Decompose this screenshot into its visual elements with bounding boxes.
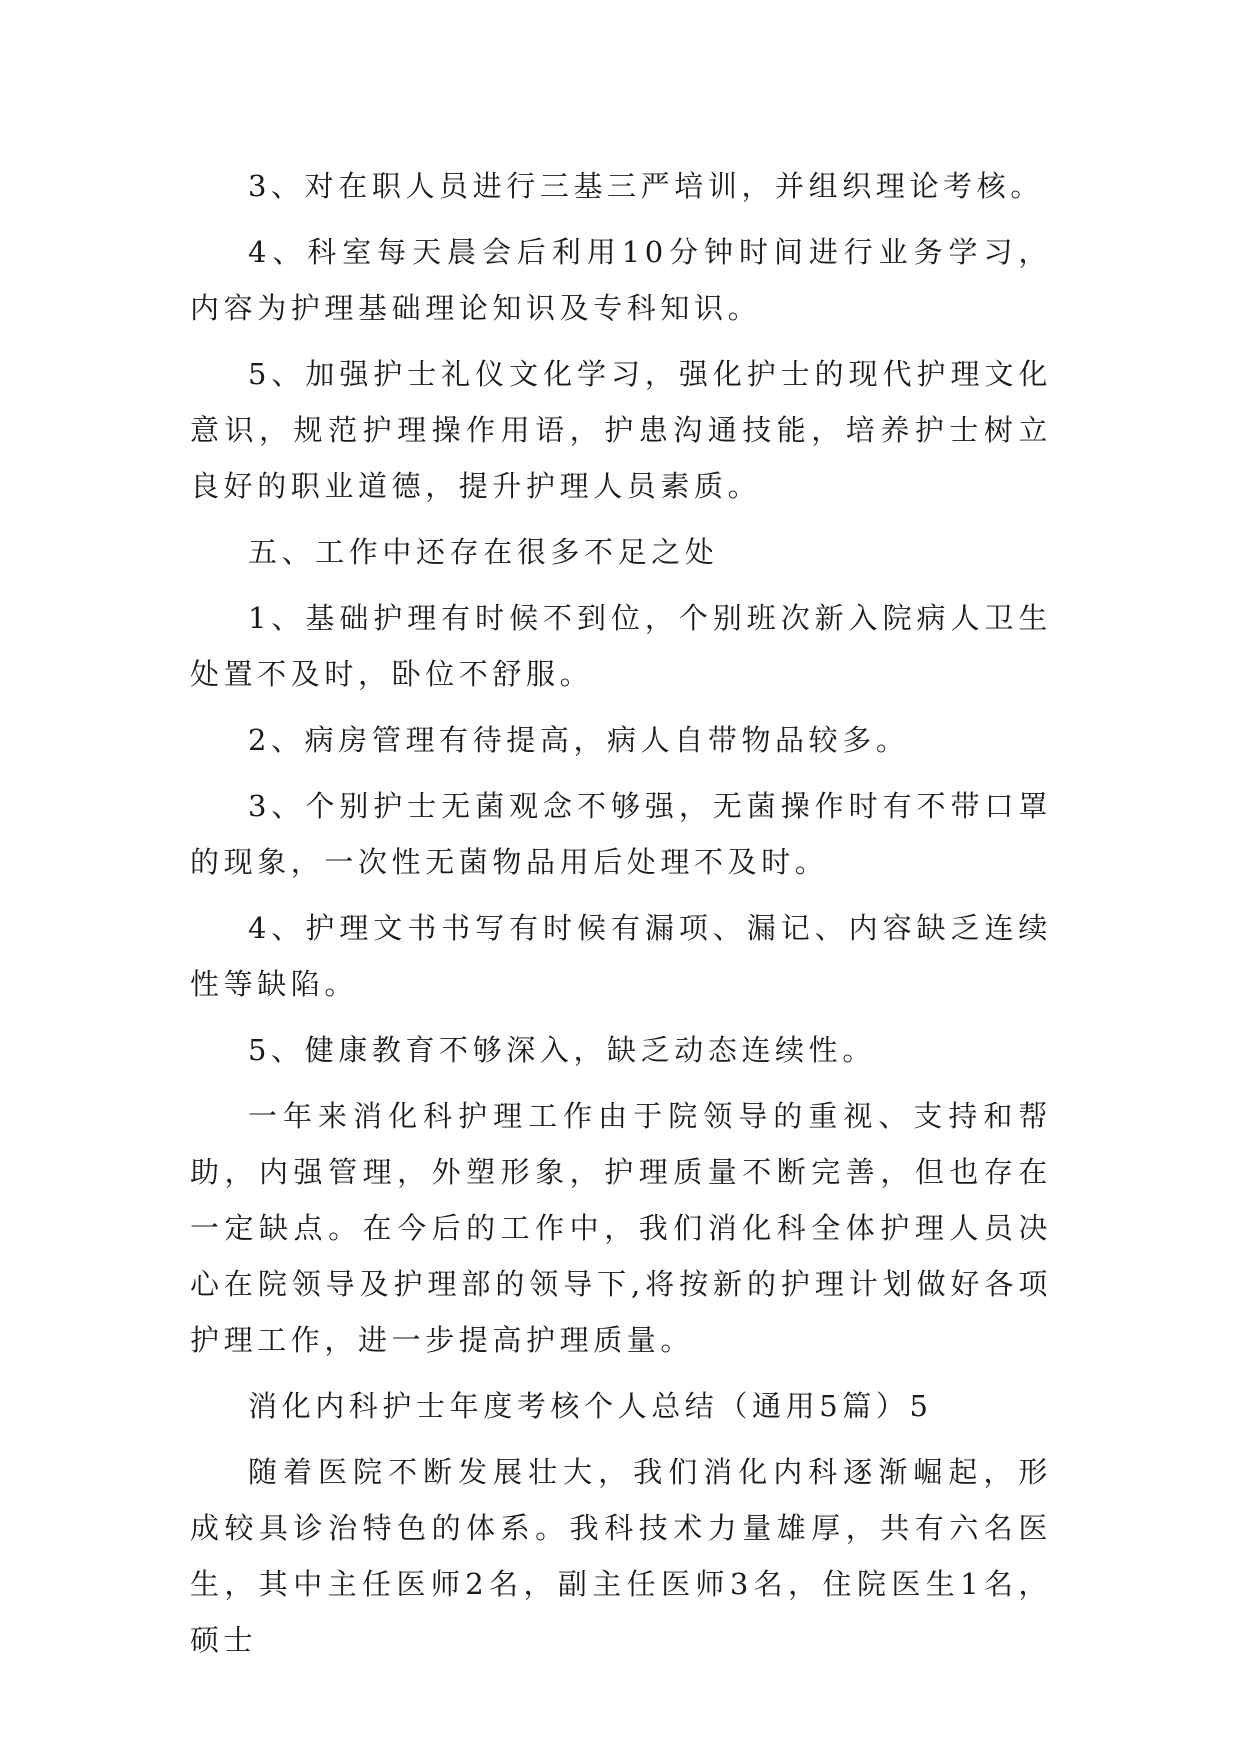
paragraph-morning-study: 4、科室每天晨会后利用10分钟时间进行业务学习，内容为护理基础理论知识及专科知识。 xyxy=(190,235,1052,325)
paragraph-ward-management: 2、病房管理有待提高，病人自带物品较多。 xyxy=(248,723,910,757)
paragraph-health-education: 5、健康教育不够深入，缺乏动态连续性。 xyxy=(248,1033,876,1067)
paragraph-department-intro: 随着医院不断发展壮大，我们消化内科逐渐崛起，形成较具诊治特色的体系。我科技术力量雄厚，共有六名医生，其中主任医师2名，副主任医师3名，住院医生1名，硕士 xyxy=(190,1455,1052,1657)
paragraph-etiquette-culture: 5、加强护士礼仪文化学习，强化护士的现代护理文化意识，规范护理操作用语，护患沟通技能，培养护士树立良好的职业道德，提升护理人员素质。 xyxy=(190,357,1052,503)
article-title: 消化内科护士年度考核个人总结（通用5篇）5 xyxy=(248,1389,933,1423)
paragraph-aseptic-concept: 3、个别护士无菌观念不够强，无菌操作时有不带口罩的现象，一次性无菌物品用后处理不及时。 xyxy=(190,789,1052,879)
section-heading-shortcomings: 五、工作中还存在很多不足之处 xyxy=(248,535,719,569)
paragraph-basic-nursing: 1、基础护理有时候不到位，个别班次新入院病人卫生处置不及时，卧位不舒服。 xyxy=(190,601,1052,691)
paragraph-nursing-documents: 4、护理文书书写有时候有漏项、漏记、内容缺乏连续性等缺陷。 xyxy=(190,911,1052,1001)
paragraph-training-assessment: 3、对在职人员进行三基三严培训，并组织理论考核。 xyxy=(248,169,1044,203)
document-body xyxy=(190,158,1052,1678)
paragraph-year-summary: 一年来消化科护理工作由于院领导的重视、支持和帮助，内强管理，外塑形象，护理质量不断完善，但也存在一定缺点。在今后的工作中，我们消化科全体护理人员决心在院领导及护理部的领导下,将按新的护理计划做好各项护理工作，进一步提高护理质量。 xyxy=(190,1099,1052,1357)
